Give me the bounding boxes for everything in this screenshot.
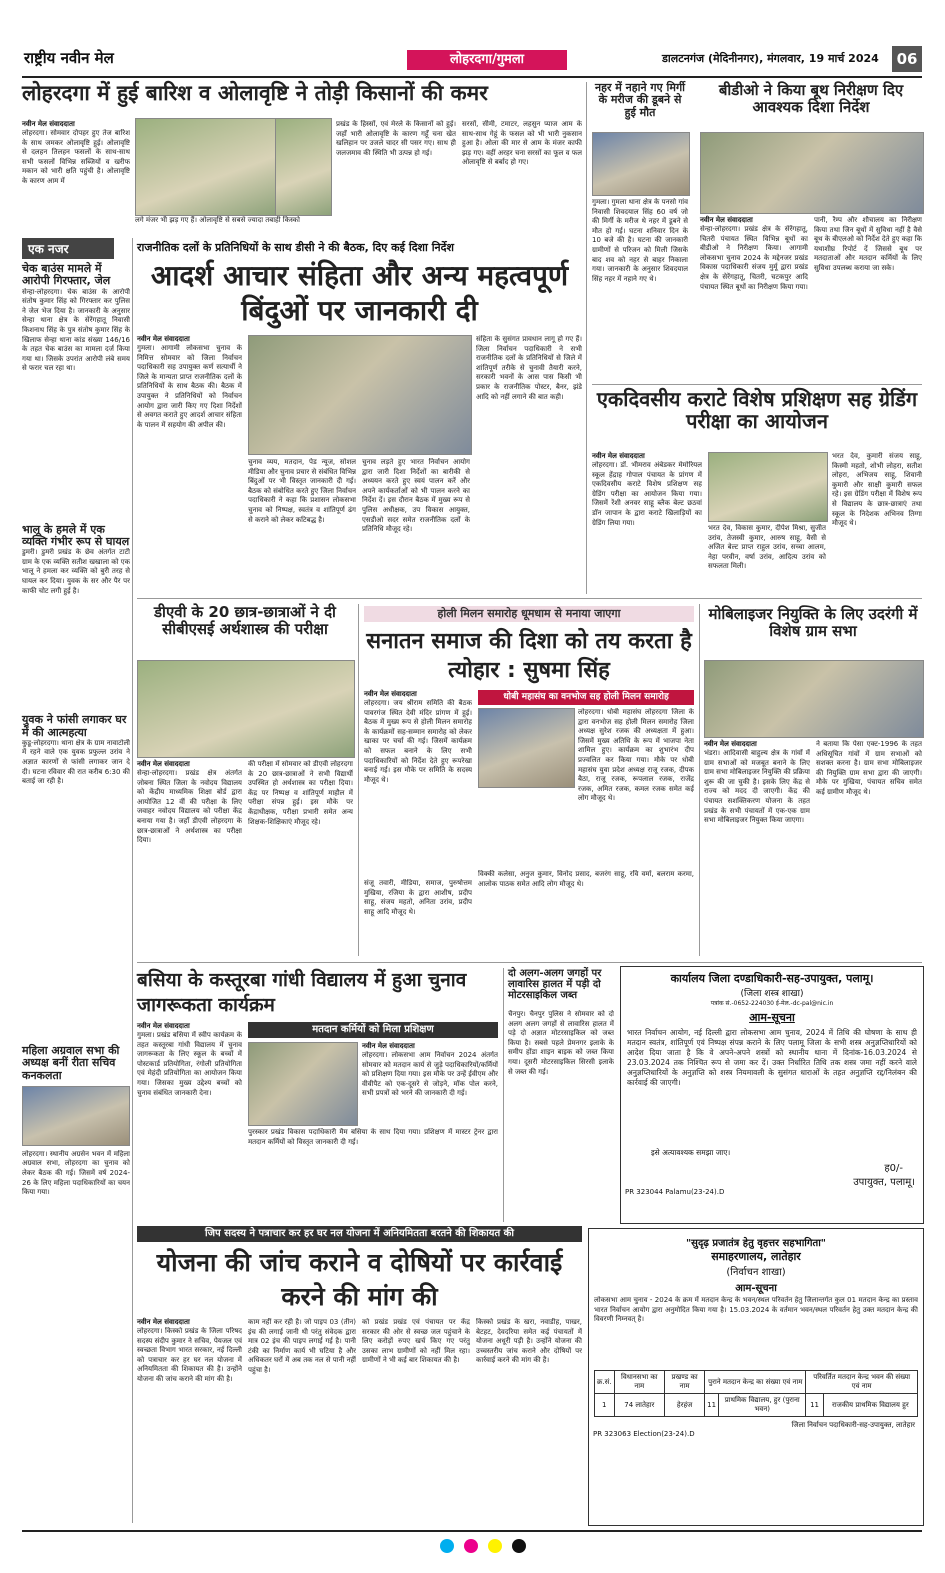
- brief-4-headline: महिला अग्रवाल सभा की अध्यक्ष बनीं रीता सचिव कनकलता: [22, 1043, 120, 1082]
- dc-body-4: संहिता के सुसंगत प्रावधान लागू हो गए हैं। जिला निर्वाचन पदाधिकारी ने सभी राजनीतिक दलों के प्रतिनिधियों से जिले में शांतिपूर्ण तरीके से चुनावी तैयारी करने, सरकारी भवनों के आस पास किसी भी प्रकार के राजनीतिक पोस्टर, बैनर, झंडे आदि को नहीं लगाने की बात कही।: [476, 335, 582, 401]
- dc-kicker: राजनीतिक दलों के प्रतिनिधियों के साथ डीसी ने की बैठक, दिए कई दिशा निर्देश: [137, 241, 454, 254]
- notice-2-col-2: विधानसभा का नाम: [614, 1371, 665, 1394]
- dc-body-3: चुनाव लड़ते हुए भारत निर्वाचन आयोग द्वारा जारी दिशा निर्देशों का बारीकी से अध्ययन करते हुए स्वयं पालन करें और अपने कार्यकर्ताओं को भी पालन करने का निर्देश दें। इस दौरान बैठक में मुख्य रूप से पुलिस अधीक्षक, उप विकास आयुक्त, एसडीओ सदर समेत राजनीतिक दलों के प्रतिनिधि मौजूद रहे।: [362, 458, 470, 534]
- dhobi-body: लोहरदगा। धोबी महासंघ लोहरदगा जिला के द्वारा वनभोज सह होली मिलन समारोह जिला अध्यक्ष सुरेश रजक की अध्यक्षता में हुआ। जिसमें मुख्य अतिथि के रूप में भाजपा नेता शामिल हुए। कार्यक्रम का शुभारंभ दीप प्रज्वलित कर किया गया। मौके पर धोबी महासंघ युवा प्रदेश अध्यक्ष राजू रजक, दीपक बैठा, राजू रजक, रूपलाल रजक, राजेंद्र रजक, अमित रजक, कमल रजक समेत कई लोग मौजूद थे।: [578, 708, 694, 803]
- mobilizer-headline: मोबिलाइजर नियुक्ति के लिए उदरंगी में विशेष ग्राम सभा: [708, 605, 918, 640]
- notice-2-cell: 74 लातेहार: [614, 1394, 665, 1417]
- ek-nazar-column: [22, 238, 130, 1523]
- notice-latehar: [588, 1228, 924, 1526]
- karate-headline: एकदिवसीय कराटे विशेष प्रशिक्षण सह ग्रेडिंग परीक्षा का आयोजन: [596, 387, 918, 434]
- section-label: लोहरदगा/गुमला: [407, 50, 567, 70]
- notice-1-body: भारत निर्वाचन आयोग, नई दिल्ली द्वारा लोकसभा आम चुनाव, 2024 में तिथि की घोषणा के साथ ही मतदान स्वतंत्र, शांतिपूर्ण एवं निष्पक्ष संपन्न कराने के लिए पलामू जिला के सभी शस्त्र अनुज्ञप्तिधारियों को आदेश दिया जाता है कि वे अपने-अपने शस्त्रों को स्थानीय थाना में दिनांक-16.03.2024 से 23.03.2024 तक निश्चित रूप से जमा कर दें। उक्त निर्धारित तिथि तक शस्त्र जमा नहीं करने वाले अनुज्ञप्तिधारियों के अनुज्ञप्ति को शस्त्र नियमावली के सुसंगत धाराओं के तहत अनुज्ञप्ति रद्द/निलंबन की कार्रवाई की जाएगी।: [627, 1028, 917, 1087]
- lead-body-2: प्रखंड के हिस्सों, एवं मेरले के किसानों को हुई। जहाँ भारी ओलावृष्टि के कारण गहूँ चना खेत खलिहान पर उजले चादर सी पसर गए। साथ ही जलजमाव की स्थिति भी उत्पन्न हो गई।: [336, 120, 456, 157]
- jip-body-2: काम नहीं कर रही है। जो पाइप 03 (तीन) इंच की लगाई जानी थी परंतु संवेदक द्वारा मात्र 02 इंच की पाइप लगाई गई है। पानी टंकी का निर्माण कार्य भी घटिया है और अधिकतर घरों में अब तक नल से पानी नहीं पहुंचा है।: [248, 1318, 356, 1374]
- column-rule: [503, 968, 504, 1222]
- notice-2-cell: राजकीय प्राथमिक विद्यालय हुर: [823, 1394, 917, 1417]
- brief-4-body: लोहरदगा। स्थानीय अग्रसेन भवन में महिला अग्रवाल सभा, लोहरदगा का चुनाव को लेकर बैठक की गई। जिसमें वर्ष 2024-26 के लिए महिला पदाधिकारियों का चयन किया गया।: [22, 1149, 130, 1197]
- karate-body: लोहरदगा। डॉ. भीमराव अंबेडकर मेमोरियल स्कूल हेंद्राह गोपाल पंचायत के प्रांगण में एकदिवसीय कराटे विशेष प्रशिक्षण सह ग्रेडिंग परीक्षा का आयोजन किया गया। जिसमें रेंशी अनवर साहू ब्लैक बेल्ट छठवां डॉन जापान के द्वारा कराटे खिलाड़ियों का ग्रेडिंग लिया गया।: [592, 461, 702, 527]
- mobilizer-body-2: ने बताया कि पेसा एक्ट-1996 के तहत अधिसूचित गांवों में ग्राम सभाओं को सशक्त करना है। ग्राम सभा मोबिलाइजर की नियुक्ति ग्राम सभा द्वारा की जाएगी। मौके पर मुखिया, पंचायत सचिव समेत कई ग्रामीण मौजूद थे।: [816, 740, 922, 796]
- jip-banner: जिप सदस्य ने पत्राचार कर हर घर नल योजना में अनियमितता बरतने की शिकायत की: [137, 1226, 582, 1242]
- dav-body: सेन्हा-लोहरदगा। प्रखंड क्षेत्र अंतर्गत जोबना स्थित जिला के नवोदय विद्यालय को केंद्रीय माध्यमिक शिक्षा बोर्ड द्वारा आयोजित 12 वीं की परीक्षा के लिए जवाहर नवोदय विद्यालय को परीक्षा केंद्र बनाया गया है। जहाँ डीएवी लोहरदगा के छात्र-छात्राओं ने अर्थशास्त्र का परीक्षा दिया।: [137, 769, 242, 845]
- holi-banner: होली मिलन समारोह धूमधाम से मनाया जाएगा: [364, 606, 694, 622]
- notice-1-pr: PR 323044 Palamu(23-24).D: [625, 1188, 725, 1196]
- dav-byline: नवीन मेल संवाददाता: [137, 760, 190, 768]
- notice-2-col-1: क्र.सं.: [595, 1371, 615, 1394]
- section-rule: [137, 598, 922, 599]
- brief-2-body: डुमरी। डुमरी प्रखंड के छेव अंतर्गत टाटी ग्राम के एक व्यक्ति सतीश खखाला को एक भालू ने हमला कर व्यक्ति को बुरी तरह से घायल कर दिया। युवक के सर और पैर पर काफी चोट लगी हुई है।: [22, 548, 130, 595]
- brief-4-photo: [22, 1086, 130, 1146]
- registration-dot-magenta: [464, 1539, 478, 1553]
- section-rule: [592, 384, 922, 385]
- jip-byline: नवीन मेल संवाददाता: [137, 1318, 190, 1326]
- dc-byline: नवीन मेल संवाददाता: [137, 335, 190, 343]
- column-rule: [358, 604, 359, 956]
- dc-body-1: गुमला। आगामी लोकसभा चुनाव के निमित्त सोमवार को जिला निर्वाचन पदाधिकारी सह उपायुक्त कर्ण सत्यार्थी ने जिले के मान्यता प्राप्त राजनीतिक दलों के प्रतिनिधियों के साथ बैठक की। बैठक में उपायुक्त ने प्रतिनिधियों को निर्वाचन आयोग द्वारा जारी किए गए दिशा निर्देशों से अवगत कराते हुए आदर्श आचार संहिता के पालन में सहयोग की अपील की।: [137, 344, 242, 429]
- lead-headline: लोहरदगा में हुई बारिश व ओलावृष्टि ने तोड़ी किसानों की कमर: [22, 81, 488, 105]
- dhobi-banner: धोबी महासंघ का वनभोज सह होली मिलन समारोह: [478, 690, 694, 705]
- bdo-headline: बीडीओ ने किया बूथ निरीक्षण दिए आवश्यक दिशा निर्देश: [718, 81, 904, 116]
- bdo-body-2: पानी, रैम्प और शौचालय का निरीक्षण किया तथा जिन बूथों में सुविधा नहीं है वैसे बूथ के बीएलओ को निर्देश देते हुए कहा कि यथाशीघ्र रिपोर्ट दें जिससे बूथ पर मतदाताओं और मतदान कर्मियों के लिए सुविधा उपलब्ध कराया जा सके।: [814, 216, 922, 272]
- column-rule: [132, 238, 133, 1523]
- bike-headline: दो अलग-अलग जगहों पर लावारिस हालत में पड़ी दो मोटरसाइकिल जब्त: [508, 968, 602, 1002]
- nahar-photo: [592, 132, 690, 196]
- notice-1-title: कार्यालय जिला दण्डाधिकारी-सह-उपायुक्त, पलामू।: [670, 972, 874, 985]
- matdan-banner: मतदान कर्मियों को मिला प्रशिक्षण: [248, 1022, 498, 1038]
- matdan-photo: [248, 1042, 358, 1126]
- dhobi-body-2: विक्की कलेसा, अनुज कुमार, विनोद प्रसाद, बजरंग साहू, रवि वर्मा, बलराम करमा, आलोक पाठक समेत आदि लोग मौजूद थे।: [478, 870, 694, 888]
- notice-1-heading: आम-सूचना: [749, 1011, 795, 1024]
- bdo-byline: नवीन मेल संवाददाता: [700, 216, 753, 224]
- lead-byline: नवीन मेल संवाददाता: [22, 120, 75, 128]
- notice-1-subtitle: (जिला शस्त्र शाखा): [740, 989, 804, 999]
- notice-2-pr: PR 323063 Election(23-24).D: [593, 1430, 695, 1438]
- lead-body: लोहरदगा। सोमवार दोपहर हुए तेज बारिश के साथ जमकर ओलावृष्टि हुई। ओलावृष्टि से दलहन तिलहन फसलों के साथ-साथ सभी फसलों विभिन्न सब्जियों व खरीफ मकान को भारी क्षति पहुंची है। ओलावृष्टि के कारण आम में: [22, 129, 130, 185]
- mobilizer-body: भंडरा। आदिवासी बाहुल्य क्षेत्र के गांवों में ग्राम सभाओं को मजबूत बनाने के लिए ग्राम सभा मोबिलाइजर नियुक्ति की प्रक्रिया शुरू की जा चुकी है। इसके लिए केंद्र से राज्य को मदद दी जाएगी। केंद्र की पंचायत सशक्तिकरण योजना के तहत प्रखंड के सभी पंचायतों में एक-एक ग्राम सभा मोबिलाइजर नियुक्त किया जाएगा।: [704, 749, 810, 825]
- holi-headline: सनातन समाज की दिशा को तय करता है त्योहार : सुषमा सिंह: [366, 629, 692, 683]
- notice-1-body-2: इसे अत्यावश्यक समझा जाए।: [651, 1148, 731, 1157]
- registration-dot-cyan: [440, 1539, 454, 1553]
- dc-headline: आदर्श आचार संहिता और अन्य महत्वपूर्ण बिंदुओं पर जानकारी दी: [150, 259, 569, 327]
- kasturba-body: गुमला। प्रखंड बसिया में स्वीप कार्यक्रम के तहत कस्तूरबा गांधी विद्यालय में चुनाव जागरूकता के लिए स्कूल के बच्चों में पोस्टकार्ड प्रतियोगिता, रंगोली प्रतियोगिता एवं मेहंदी प्रतियोगिता का आयोजन किया गया। जिसका मुख्य उद्देश्य बच्चों को चुनाव संबंधित जानकारी देना।: [137, 1031, 242, 1097]
- brief-3-headline: युवक ने फांसी लगाकर घर में की आत्महत्या: [22, 713, 127, 739]
- lead-caption: लगे मंजर भी झड़ गए हैं। ओलावृष्टि से सबसे ज्यादा तबाही किस्को: [135, 216, 300, 224]
- nahar-body: गुमला। गुमला थाना क्षेत्र के पनसो गांव निवासी शिवदयाल सिंह 60 वर्ष जो की मिर्गी के मरीज थे नहर में डूबने से मौत हो गई। घटना शनिवार दिन के 10 बजे की है। घटना की जानकारी ग्रामीणों से परिजन को मिली जिसके बाद शव को नहर से बाहर निकाला गया। जानकारी के अनुसार शिवदयाल सिंह नहर में नहाने गए थे।: [592, 198, 688, 283]
- brief-1-headline: चेक बाउंस मामले में आरोपी गिरफ्तार, जेल: [22, 262, 111, 288]
- matdan-body: लोहरदगा। लोकसभा आम निर्वाचन 2024 अंतर्गत सोमवार को मतदान कार्य से जुड़े पदाधिकारियों/कर्मियों को प्रशिक्षण दिया गया। इस मौके पर उन्हें ईवीएम और वीवीपैट को एक-दूसरे से जोड़ने, मॉक पोल करने, सभी प्रपत्रों को भरने की जानकारी दी गई।: [362, 1051, 498, 1098]
- brief-1-body: सेन्हा-लोहरदगा। चेक बाउंस के आरोपी संतोष कुमार सिंह को गिरफ्तार कर पुलिस ने जेल भेज दिया है। जानकारी के अनुसार सेन्हा थाना क्षेत्र के सेरेंगहातू निवासी किशनाथ सिंह के पुत्र संतोष कुमार सिंह के खिलाफ सेन्हा थाना कांड संख्या 146/16 के तहत चेक बाउंस का मामला दर्ज किया गया था। जिसके उपरांत आरोपी लंबे समय से फरार चल रहा था।: [22, 287, 130, 373]
- dav-headline: डीएवी के 20 छात्र-छात्राओं ने दी सीबीएसई अर्थशास्त्र की परीक्षा: [154, 603, 336, 638]
- matdan-byline: नवीन मेल संवाददाता: [362, 1042, 415, 1050]
- nahar-headline: नहर में नहाने गए मिर्गी के मरीज की डूबने से हुई मौत: [595, 81, 685, 119]
- brief-2-headline: भालू के हमले में एक व्यक्ति गंभीर रूप से घायल: [22, 522, 130, 548]
- jip-body-4: किस्को प्रखंड के खरा, नवाडीह, पाखर, बेटहट, देवदरिया समेत कई पंचायतों में योजना अधूरी पड़ी है। उन्होंने योजना की उच्चस्तरीय जांच कराने और दोषियों पर कार्रवाई करने की मांग की है।: [476, 1318, 582, 1365]
- dateline: डालटनगंज (मेदिनीनगर), मंगलवार, 19 मार्च 2024: [662, 52, 879, 65]
- notice-2-body: लोकसभा आम चुनाव - 2024 के क्रम में मतदान केन्द्र के भवन/स्थल परिवर्तन हेतु जिलान्तर्गत कुल 01 मतदान केन्द्र का प्रस्ताव भारत निर्वाचन आयोग द्वारा अनुमोदित किया गया है। 15.03.2024 के वर्तमान भवन/स्थल परिवर्तन हेतु उक्त मतदान केन्द्र की विवरणी निम्नवत् है।: [594, 1296, 918, 1323]
- notice-1-ref: पत्रांक सं.-0652-224030 ई-मेल.-dc-pal@nic.in: [710, 1000, 834, 1007]
- notice-2-branch: (निर्वाचन शाखा): [726, 1267, 786, 1278]
- notice-2-cell: हेरहंज: [665, 1394, 705, 1417]
- jip-headline: योजना की जांच कराने व दोषियों पर कार्रवाई करने की मांग की: [156, 1248, 563, 1311]
- ek-nazar-tag: एक नजर: [22, 238, 114, 259]
- notice-2-cell: 1: [595, 1394, 615, 1417]
- footer-rule: [22, 1530, 922, 1532]
- lead-photo-hailstorm: [135, 118, 277, 216]
- karate-body-2: भरत देव, विकास कुमार, दीपेश मिश्रा, सुजीत उरांव, तेजस्वी कुमार, आरुष साहू, वैसी से अजित बेल्ट प्राप्त राहुल उरांव, सच्चा आलम, नेहा परवीन, वर्षा उरांव, आदित्य उरांव को सफलता मिली।: [708, 524, 826, 571]
- lead-photo-crops: [275, 118, 332, 216]
- notice-1-sign: ह0/-: [884, 1163, 903, 1174]
- dhobi-photo: [478, 708, 575, 788]
- notice-2-cell: 11: [806, 1394, 823, 1417]
- registration-dot-black: [512, 1539, 526, 1553]
- jip-body-3: को प्रखंड प्रखंड एवं पंचायत पर केंद्र सरकार की ओर से स्वच्छ जल पहुंचाने के लिए करोड़ों रुपए खर्च किए गए परंतु उसका लाभ ग्रामीणों को नहीं मिल रहा। ग्रामीणों ने भी कई बार शिकायत की है।: [362, 1318, 470, 1365]
- registration-marks: [440, 1538, 531, 1557]
- dav-body-2: की परीक्षा में सोमवार को डीएवी लोहरदगा के 20 छात्र-छात्राओं ने सभी विद्यार्थी उपस्थित हो अर्थशास्त्र का परीक्षा दिया। केंद्र पर निष्पक्ष व शांतिपूर्ण माहौल में परीक्षा संपन्न हुई। इस मौके पर केंद्राधीक्षक, परीक्षा प्रभारी समेत अन्य शिक्षक-शिक्षिकाएं मौजूद रहे।: [248, 760, 353, 826]
- holi-byline: नवीन मेल संवाददाता: [364, 690, 417, 698]
- notice-2-col-4: पुराने मतदान केन्द्र का संख्या एवं नाम: [705, 1371, 806, 1394]
- section-rule: [137, 962, 922, 963]
- masthead: [22, 44, 922, 78]
- karate-body-3: भरत देव, कुमारी संजय साहू, किस्मी महतो, शोभी लोहरा, सतीश लोहरा, अभिजय साहू, शिवानी कुमारी और साक्षी कुमारी सफल रहे। इस ग्रेडिंग परीक्षा में विशेष रूप से विद्यालय के छात्र-छात्राएं तथा स्कूल के निदेशक अभिनव तिग्गा मौजूद थे।: [832, 452, 922, 528]
- notice-2-heading: आम-सूचना: [735, 1283, 777, 1294]
- kasturba-headline: बसिया के कस्तूरबा गांधी विद्यालय में हुआ चुनाव जागरूकता कार्यक्रम: [137, 969, 467, 1016]
- dc-meeting-photo: [248, 335, 472, 455]
- dc-body-2: चुनाव व्यय, मतदान, पेड न्यूज, सोशल मीडिया और चुनाव प्रचार से संबंधित विभिन्न बिंदुओं पर भी विस्तृत जानकारी दी गई। बैठक को संबोधित करते हुए जिला निर्वाचन पदाधिकारी ने कहा कि प्रशासन लोकसभा चुनाव को निष्पक्ष, स्वतंत्र व शांतिपूर्ण ढंग से कराने को लेकर कटिबद्ध है।: [248, 458, 356, 524]
- bike-body: चैनपुर। चैनपुर पुलिस ने सोमवार को दो अलग अलग जगहों से लावारिस हालत में पड़े दो अज्ञात मोटरसाइकिल को जब्त किया है। सबसे पहले प्रेमनगर इलाके के समीप होंडा शाइन बाइक को जब्त किया गया। दूसरी मोटरसाइकिल सिरसी इलाके से जब्त की गई।: [508, 1010, 614, 1076]
- notice-2-cell: 11: [705, 1394, 719, 1417]
- mobilizer-byline: नवीन मेल संवाददाता: [704, 740, 757, 748]
- notice-2-table: [594, 1370, 918, 1417]
- page-number: 06: [892, 46, 922, 72]
- mobilizer-photo: [704, 660, 924, 738]
- holi-body-2: संजू तवारी, मीडिया, समाज, पुरुषोत्तम मुखिया, रजिया के द्वारा आशीष, प्रदीप साहू, संजय महतो, अनिता उरांव, प्रदीप साहू आदि मौजूद थे।: [364, 879, 472, 916]
- column-rule: [699, 604, 700, 956]
- brief-3-body: कुडू-लोहरदगा। थाना क्षेत्र के ग्राम नावाटोली में रहने वाले एक युवक प्रफुल्ल उरांव ने अज्ञात कारणों से फांसी लगाकर जान दे दी। घटना रविवार की रात करीब 6:30 की बताई जा रही है।: [22, 738, 130, 786]
- column-rule: [586, 82, 587, 594]
- notice-2-office: समाहरणालय, लातेहार: [711, 1250, 801, 1263]
- karate-photo: [708, 452, 828, 522]
- lead-body-3: सरसों, सीमी, टमाटर, लहसुन प्याज आम के साथ-साथ गेहूं के फसल को भी भारी नुकसान हुआ है। ओला की मार से आम के मंजर काफी झड़ गए। वहीं अरहर चना सरसों का फूल व फल ओलावृष्टि से बर्बाद हो गए।: [462, 120, 582, 167]
- jip-body: लोहरदगा। किस्को प्रखंड के जिला परिषद सदस्य संदीप कुमार ने सचिव, पेयजल एवं स्वच्छता विभाग भारत सरकार, नई दिल्ली को पत्राचार कर हर घर नल योजना में अनियमितता की शिकायत की है। उन्होंने योजना की जांच कराने की मांग की है।: [137, 1327, 242, 1383]
- bdo-photo: [700, 132, 924, 214]
- notice-2-slogan: "सुदृढ़ प्रजातंत्र हेतु वृहत्तर सहभागिता": [685, 1238, 827, 1249]
- notice-1-sign-title: उपायुक्त, पलामू।: [853, 1177, 915, 1188]
- kasturba-byline: नवीन मेल संवाददाता: [137, 1022, 190, 1030]
- karate-byline: नवीन मेल संवाददाता: [592, 452, 645, 460]
- notice-2-col-6: परिवर्तित मतदान केन्द्र भवन की संख्या एवं नाम: [806, 1371, 918, 1394]
- notice-palamu: [620, 966, 924, 1224]
- notice-2-col-3: प्रखण्ड का नाम: [665, 1371, 705, 1394]
- dav-photo: [137, 660, 355, 758]
- notice-2-cell: प्राथमिक विद्यालय, हुर (पुराना भवन): [719, 1394, 806, 1417]
- notice-2-sign: जिला निर्वाचन पदाधिकारी-सह-उपायुक्त, लातेहार: [791, 1421, 915, 1429]
- brand-name: राष्ट्रीय नवीन मेल: [24, 49, 114, 67]
- registration-dot-yellow: [488, 1539, 502, 1553]
- holi-body: लोहरदगा। जय श्रीराम समिति की बैठक पावरगंज स्थित देवी मंदिर प्रांगण में हुई। बैठक में मुख्य रूप से होली मिलन समारोह के कार्यक्रमों सह-सम्मान समारोह को लेकर खाका पर चर्चा की गई। जिसमें कार्यक्रम को सफल बनाने के लिए सभी पदाधिकारियों को निर्देश देते हुए रूपरेखा बनाई गई। इस मौके पर समिति के सदस्य मौजूद थे।: [364, 699, 472, 784]
- matdan-body-2: पुरस्कार प्रखंड विकास पदाधिकारी मैम बसिया के साथ दिया गया। प्रशिक्षण में मास्टर ट्रेनर द्वारा मतदान कर्मियों को विस्तृत जानकारी दी गई।: [248, 1128, 498, 1146]
- bdo-body: सेन्हा-लोहरदगा। प्रखंड क्षेत्र के सेरेंगहातू, चितरी पंचायत स्थित विभिन्न बूथों का बीडीओ ने निरीक्षण किया। आगामी लोकसभा चुनाव 2024 के मद्देनजर प्रखंड विकास पदाधिकारी संजय मुर्मू द्वारा प्रखंड क्षेत्र के सेरेंगहातू, चितरी, चटकपुर आदि पंचायत स्थित बूथों का निरीक्षण किया गया।: [700, 225, 808, 291]
